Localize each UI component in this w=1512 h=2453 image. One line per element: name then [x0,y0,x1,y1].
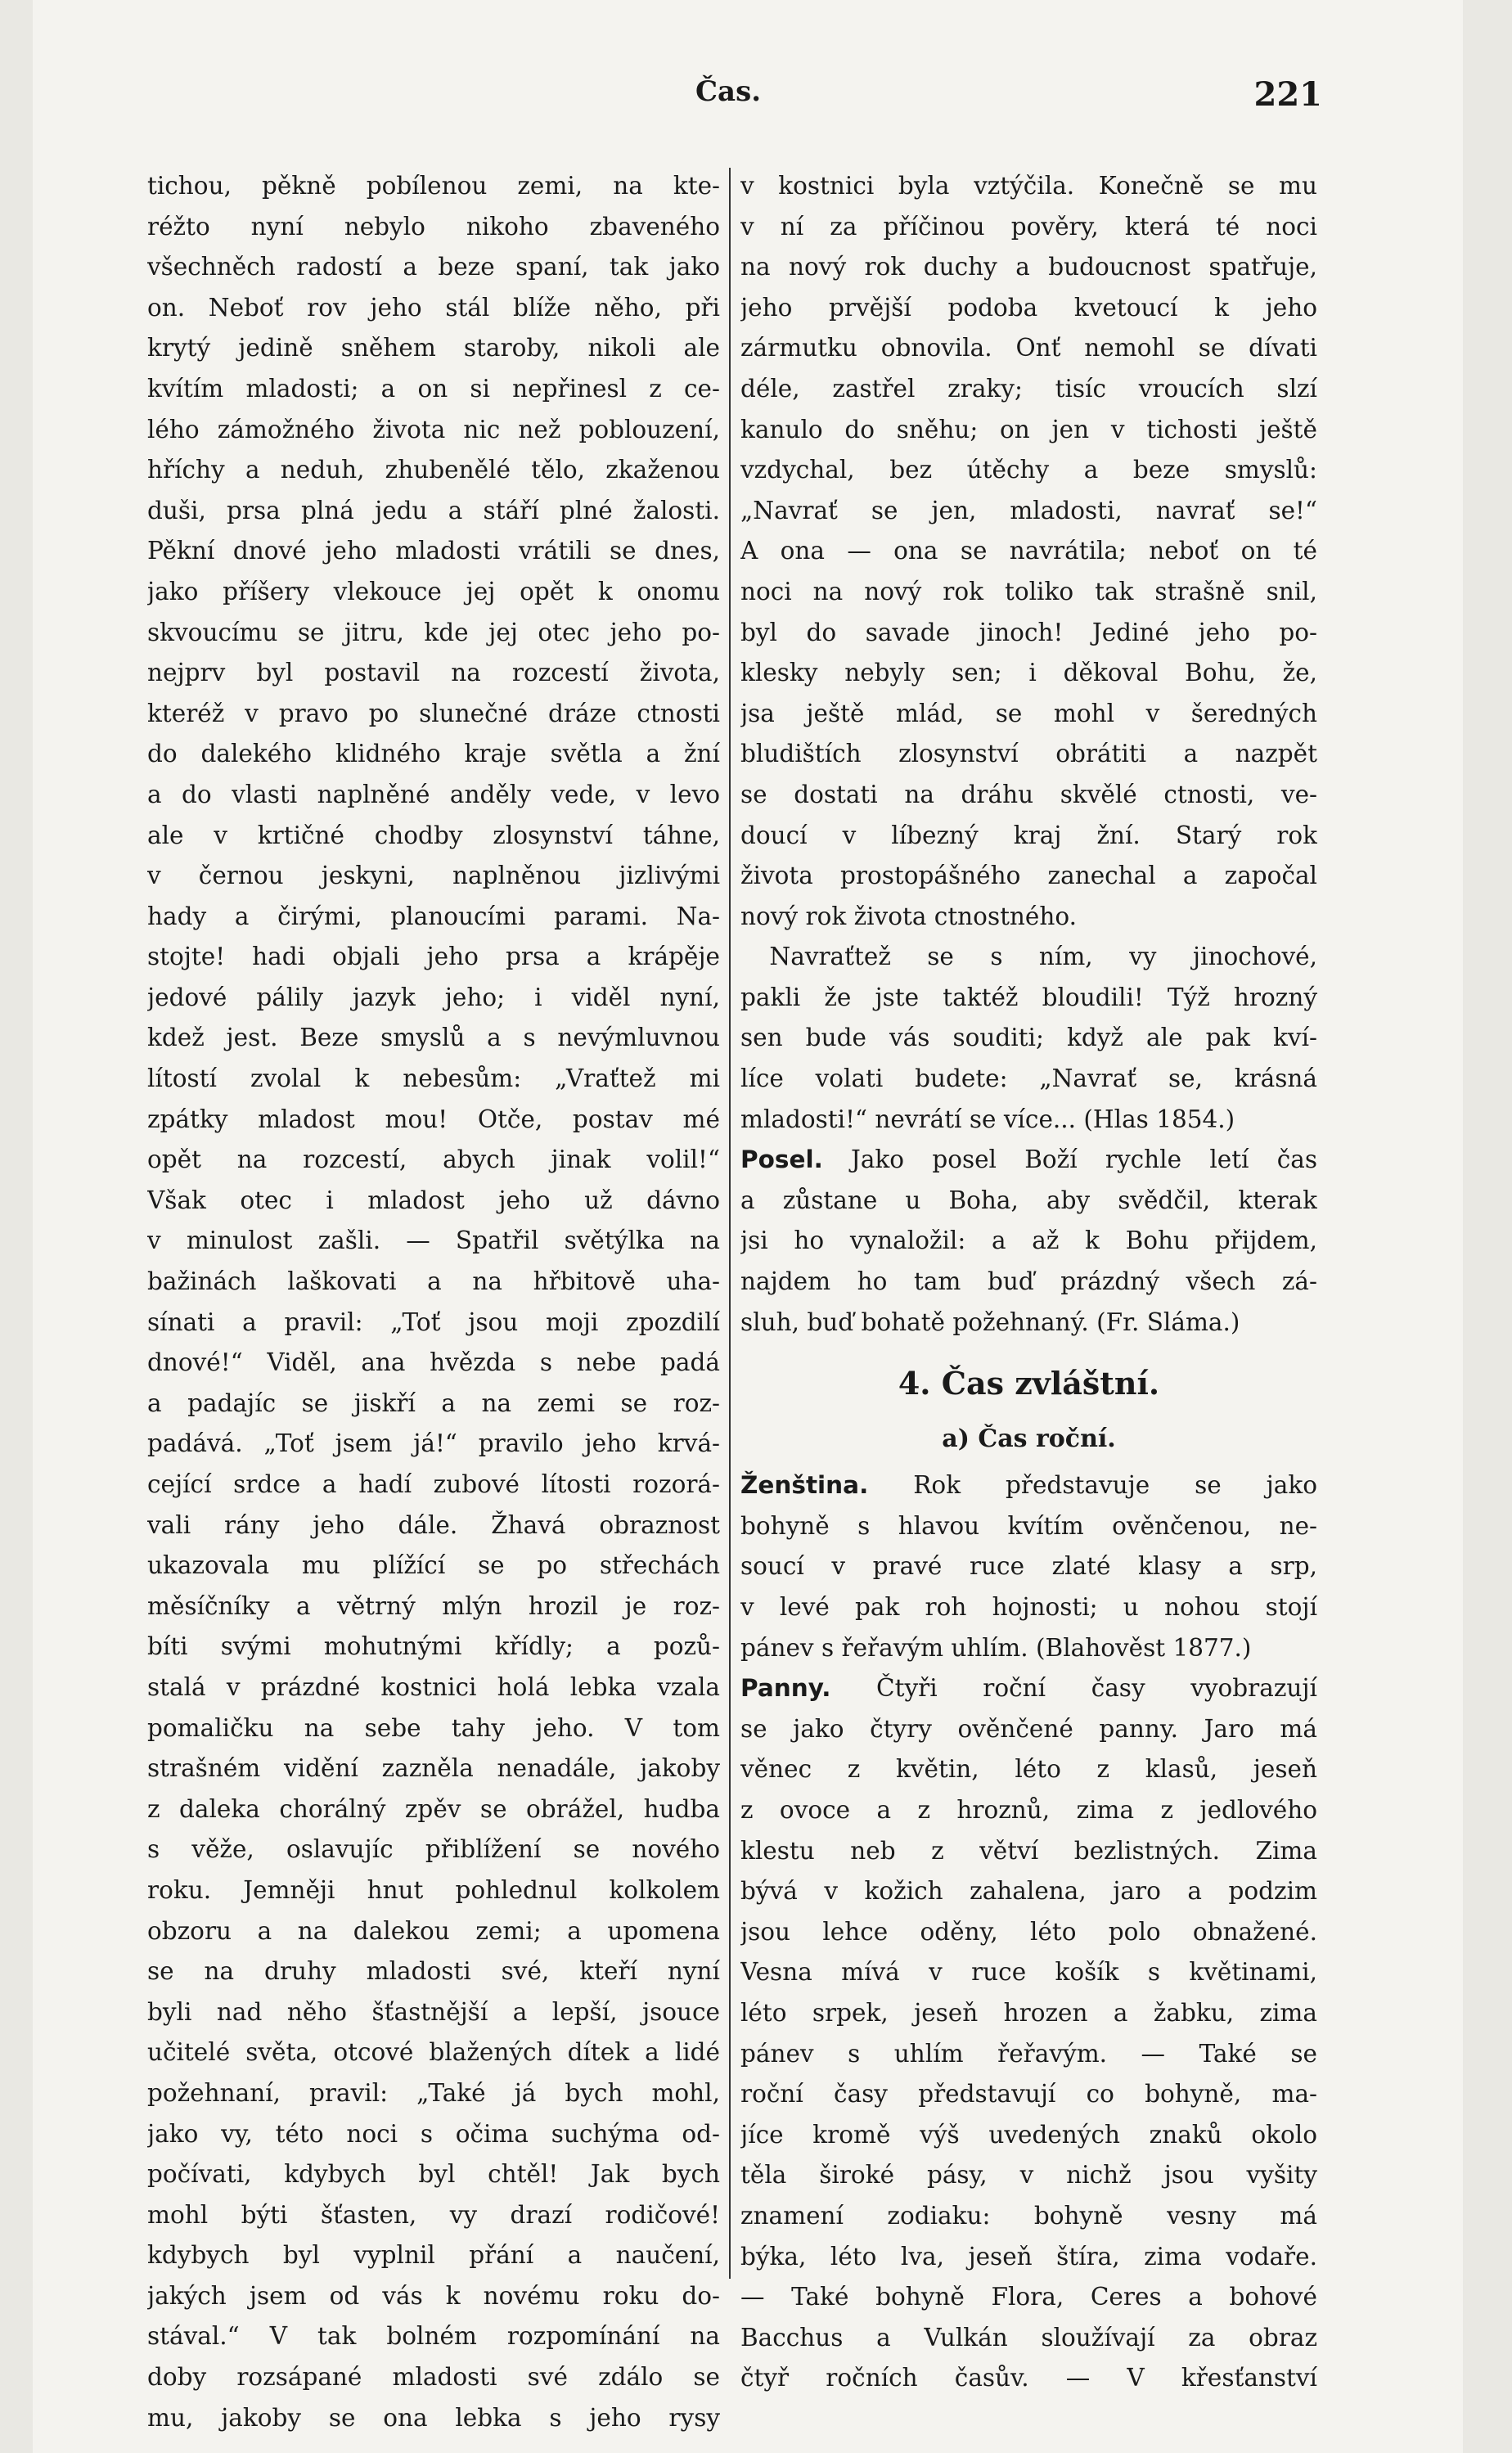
zenstina-keyword: Ženština. [740,1471,869,1500]
text-line: a do vlasti naplněné anděly vede, v levo [147,780,720,808]
subsection-title: a) Čas roční. [942,1425,1116,1454]
paragraph-navrattez [740,937,1317,1140]
text-line: hady a čirými, planoucími parami. Na- [147,902,720,930]
text-line: bíti svými mohutnými křídly; a pozů- [147,1632,720,1661]
panny-continuation [740,1709,1317,2399]
text-line: roku. Jemněji hnut pohlednul kolkolem [147,1875,720,1904]
text-line: sluh, buď bohatě požehnaný. (Fr. Sláma.) [740,1308,1240,1336]
text-line: čtyř ročních časův. — V křesťanství [740,2364,1317,2392]
zenstina-first-line [740,1465,1317,1506]
panny-first-line [740,1668,1317,1709]
text-line: nejprv byl postavil na rozcestí života, [147,659,720,687]
text-line: Však otec i mladost jeho už dávno [147,1186,720,1214]
text-line: pakli že jste taktéž bloudili! Týž hrozný [740,983,1317,1011]
text-line: A ona — ona se navrátila; neboť on té [740,537,1317,565]
text-line: réžto nyní nebylo nikoho zbaveného [147,212,720,241]
text-line: a zůstane u Boha, aby svědčil, kterak [740,1186,1317,1214]
text-line: se jako čtyry ověnčené panny. Jaro má [740,1714,1317,1743]
text-line: stalá v prázdné kostnici holá lebka vzala [147,1672,720,1701]
text-line: duši, prsa plná jedu a stáří plné žalosti. [147,496,720,524]
text-line: znamení zodiaku: bohyně vesny má [740,2201,1317,2230]
text-line: kdybych byl vyplnil přání a naučení, [147,2241,720,2270]
text-line: sen bude vás souditi; když ale pak kví- [740,1024,1317,1052]
text-line: roční časy představují co bohyně, ma- [740,2080,1317,2109]
text-line: věnec z květin, léto z klasů, jeseň [740,1755,1317,1784]
zenstina-continuation [740,1506,1317,1668]
scan-right-edge [1463,0,1512,2453]
text-line: se na druhy mladosti své, kteří nyní [147,1957,720,1986]
text-line: stával.“ V tak bolném rozpomínání na [147,2322,720,2351]
scan-left-edge [0,0,33,2453]
text-line: stojte! hadi objali jeho prsa a krápěje [147,943,720,971]
text-line: léto srpek, jeseň hrozen a žabku, zima [740,1998,1317,2027]
column-divider [729,168,731,2279]
text-line: na nový rok duchy a budoucnost spatřuje, [740,253,1317,281]
text-line: kvítím mladosti; a on si nepřinesl z ce- [147,374,720,403]
text-line: v kostnici byla vztýčila. Konečně se mu [740,172,1317,200]
section-title: 4. Čas zvláštní. [898,1365,1160,1402]
page-number: 221 [1253,75,1322,114]
paragraph-panny [740,1668,1317,2399]
text-line: jsi ho vynaložil: a až k Bohu přijdem, [740,1226,1317,1255]
text-line: bludištích zlosynství obrátiti a nazpět [740,740,1317,768]
text-line: strašném vidění zazněla nenadále, jakoby [147,1754,720,1783]
text-line: s věže, oslavujíc přiblížení se nového [147,1835,720,1864]
text-line: zpátky mladost mou! Otče, postav mé [147,1105,720,1133]
text-line: vali rány jeho dále. Žhavá obraznost [147,1510,720,1539]
text-line: krytý jedině sněhem staroby, nikoli ale [147,334,720,362]
text-line: najdem ho tam buď prázdný všech zá- [740,1267,1317,1296]
text-line: „Navrať se jen, mladosti, navrať se!“ [740,496,1317,524]
text-line: obzoru a na dalekou zemi; a upomena [147,1916,720,1945]
paragraph-zenstina [740,1465,1317,1668]
text-line: Jako posel Boží rychle letí čas [822,1145,1317,1174]
text-line: klesky nebyly sen; i děkoval Bohu, že, [740,659,1317,687]
text-line: kanulo do sněhu; on jen v tichosti ještě [740,415,1317,443]
text-line: tichou, pěkně pobílenou zemi, na kte- [147,172,720,200]
text-line: Navraťtež se s ním, vy jinochové, [769,943,1317,971]
text-line: on. Neboť rov jeho stál blíže něho, při [147,293,720,322]
paragraph-posel [740,1140,1317,1343]
text-line: v černou jeskyni, naplněnou jizlivými [147,862,720,890]
text-line: — Také bohyně Flora, Ceres a bohové [740,2283,1317,2311]
text-line: jakých jsem od vás k novému roku do- [147,2281,720,2310]
text-line: noci na nový rok toliko tak strašně snil, [740,577,1317,605]
text-line: z daleka chorálný zpěv se obrážel, hudba [147,1794,720,1823]
text-line: byli nad něho šťastnější a lepší, jsouce [147,1997,720,2026]
text-line: jeho prvější podoba kvetoucí k jeho [740,293,1317,322]
text-line: bohyně s hlavou kvítím ověnčenou, ne- [740,1511,1317,1540]
text-line: pomaličku na sebe tahy jeho. V tom [147,1713,720,1742]
text-line: jedové pálily jazyk jeho; i viděl nyní, [147,983,720,1011]
text-line: déle, zastřel zraky; tisíc vroucích slzí [740,374,1317,403]
text-line: se dostati na dráhu skvělé ctnosti, ve- [740,780,1317,808]
right-column [740,166,1317,2399]
text-line: jako příšery vlekouce jej opět k onomu [147,577,720,605]
text-line: těla široké pásy, v nichž jsou vyšity [740,2161,1317,2190]
text-line: lítostí zvolal k nebesům: „Vraťtež mi [147,1064,720,1093]
text-line: v ní za příčinou pověry, která té noci [740,212,1317,241]
text-line: požehnaní, pravil: „Také já bych mohl, [147,2078,720,2107]
text-line: počívati, kdybych byl chtěl! Jak bych [147,2160,720,2189]
text-line: soucí v pravé ruce zlaté klasy a srp, [740,1552,1317,1581]
text-line: učitelé světa, otcové blažených dítek a lidé [147,2038,720,2067]
text-line: Čtyři roční časy vyobrazují [830,1674,1317,1703]
text-line: z ovoce a z hroznů, zima z jedlového [740,1795,1317,1824]
text-line: života prostopášného zanechal a započal [740,862,1317,890]
page-header [0,75,1512,124]
text-line: opět na rozcestí, abych jinak volil!“ [147,1145,720,1174]
text-line: doucí v líbezný kraj žní. Starý rok [740,821,1317,849]
text-line: do dalekého klidného kraje světla a žní [147,740,720,768]
text-line: a padajíc se jiskří a na zemi se roz- [147,1389,720,1417]
text-line: klestu neb z větví bezlistných. Zima [740,1836,1317,1865]
running-head: Čas. [695,75,762,108]
text-line: hříchy a neduh, zhubenělé tělo, zkaženou [147,456,720,484]
text-line: ukazovala mu plížící se po střechách [147,1551,720,1580]
text-line: cející srdce a hadí zubové lítosti rozorá- [147,1470,720,1498]
posel-keyword: Posel. [740,1145,823,1174]
text-line: mohl býti šťasten, vy drazí rodičové! [147,2200,720,2229]
text-line: pánev s uhlím řeřavým. — Také se [740,2039,1317,2068]
text-line: pánev s řeřavým uhlím. (Blahověst 1877.) [740,1633,1252,1662]
text-line: dnové!“ Viděl, ana hvězda s nebe padá [147,1348,720,1377]
text-line: býka, léto lva, jeseň štíra, zima vodaře. [740,2242,1317,2271]
text-line: lého zámožného života nic než poblouzení, [147,415,720,443]
text-line: nový rok života ctnostného. [740,902,1078,930]
text-line: v levé pak roh hojnosti; u nohou stojí [740,1593,1317,1621]
text-line: mladosti!“ nevrátí se více... (Hlas 1854.) [740,1105,1235,1133]
text-line: všechněch radostí a beze spaní, tak jako [147,253,720,281]
text-line: kteréž v pravo po slunečné dráze ctnosti [147,699,720,727]
text-line: padává. „Toť jsem já!“ pravilo jeho krvá- [147,1429,720,1458]
posel-first-line [740,1140,1317,1181]
text-line: Pěkní dnové jeho mladosti vrátili se dnes, [147,537,720,565]
text-line: bažinách laškovati a na hřbitově uha- [147,1267,720,1296]
text-line: v minulost zašli. — Spatřil světýlka na [147,1226,720,1255]
text-line: byl do savade jinoch! Jediné jeho po- [740,618,1317,646]
text-line: doby rozsápané mladosti své zdálo se [147,2363,720,2392]
text-line: jsa ještě mlád, se mohl v šeredných [740,699,1317,727]
text-line: bývá v kožich zahalena, jaro a podzim [740,1877,1317,1906]
text-line: měsíčníky a větrný mlýn hrozil je roz- [147,1591,720,1620]
text-line: jako vy, této noci s očima suchýma od- [147,2119,720,2148]
left-column [147,166,720,2438]
text-line: líce volati budete: „Navrať se, krásná [740,1064,1317,1093]
posel-continuation [740,1181,1317,1343]
text-line: skvoucímu se jitru, kde jej otec jeho po- [147,618,720,646]
text-line: jsou lehce oděny, léto polo obnažené. [740,1917,1317,1946]
text-line: sínati a pravil: „Toť jsou moji zpozdilí [147,1308,720,1336]
text-line: Rok představuje se jako [868,1471,1317,1500]
panny-keyword: Panny. [740,1674,831,1703]
text-line: kdež jest. Beze smyslů a s nevýmluvnou [147,1024,720,1052]
text-line: vzdychal, bez útěchy a beze smyslů: [740,456,1317,484]
text-line: ale v krtičné chodby zlosynství táhne, [147,821,720,849]
text-line: Vesna mívá v ruce košík s květinami, [740,1958,1317,1987]
text-line: Bacchus a Vulkán sloužívají za obraz [740,2323,1317,2352]
text-line: zármutku obnovila. Onť nemohl se dívati [740,334,1317,362]
paragraph-kostnice [740,166,1317,937]
text-line: jíce kromě výš uvedených znaků okolo [740,2120,1317,2149]
text-line: mu, jakoby se ona lebka s jeho rysy [147,2403,720,2432]
